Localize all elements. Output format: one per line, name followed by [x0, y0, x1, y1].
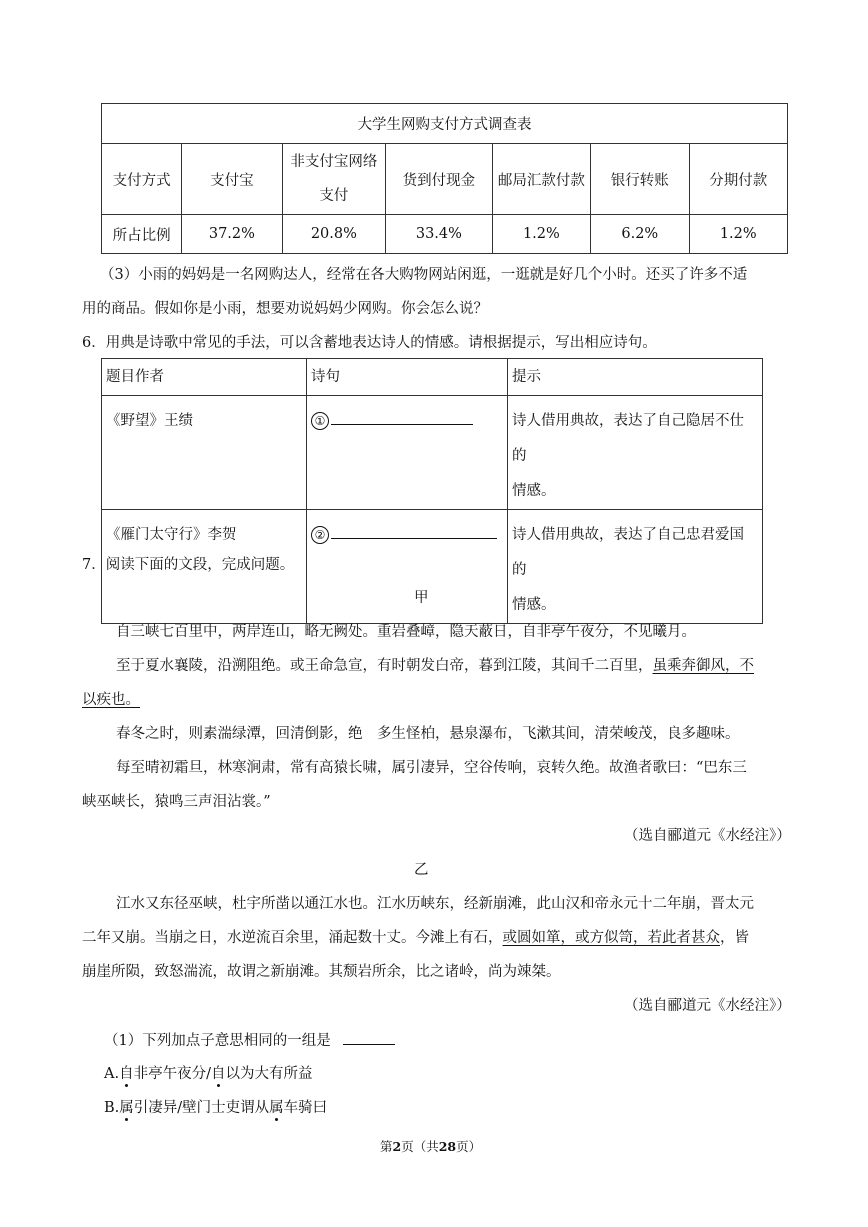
number-marker: ②	[311, 526, 329, 544]
col-header: 货到付现金	[386, 144, 493, 215]
row-label: 所占比例	[102, 215, 182, 254]
jia-p1: 自三峡七百里中，两岸连山，略无阙处。重岩叠嶂，隐天蔽日，自非亭午夜分，不见曦月。	[116, 624, 696, 640]
page-footer: 第2页（共28页）	[380, 1139, 482, 1154]
col-header: 支付宝	[182, 144, 282, 215]
poem-title: 《雁门太守行》李贺	[102, 510, 307, 624]
cell-value: 33.4%	[386, 215, 493, 254]
jia-p3: 春冬之时，则素湍绿潭，回清倒影，绝 多生怪柏，悬泉瀑布，飞漱其间，清荣峻茂，良多趣味。	[116, 726, 740, 742]
cell-value: 37.2%	[182, 215, 282, 254]
passage-jia-heading: 甲	[414, 590, 429, 606]
q5-3-line1: （3）小雨的妈妈是一名网购达人，经常在各大购物网站闲逛，一逛就是好几个小时。还买了许多不适	[100, 267, 748, 283]
col-header: 题目作者	[102, 359, 307, 396]
jia-p4-line1: 每至晴初霜旦，林寒涧肃，常有高猿长啸，属引凄异，空谷传响，哀转久绝。故渔者歌曰：“巴东三	[116, 760, 747, 776]
answer-blank-2[interactable]	[331, 526, 497, 539]
allusion-table	[101, 358, 763, 624]
dotted-char: 自	[119, 1066, 134, 1082]
cell-value: 20.8%	[282, 215, 386, 254]
dotted-char: 属	[269, 1100, 284, 1116]
cell-value: 1.2%	[492, 215, 590, 254]
jia-p2-line1: 至于夏水襄陵，沿溯阻绝。或王命急宣，有时朝发白帝，暮到江陵，其间千二百里，虽乘奔御风，不	[116, 658, 754, 674]
yi-line2: 二年又崩。当崩之日，水逆流百余里，涌起数十丈。今滩上有石，或圆如箪，或方似笥，若此者甚众，皆	[82, 930, 749, 946]
col-header: 非支付宝网络 支付	[282, 144, 386, 215]
survey-table	[101, 103, 788, 254]
underlined-text: 虽乘奔御风，不	[652, 658, 754, 674]
underlined-text: 以疾也。	[82, 692, 140, 708]
dotted-char: 属	[119, 1100, 134, 1116]
answer-cell	[307, 396, 508, 510]
option-a[interactable]: A.自非亭午夜分/自以为大有所益	[104, 1066, 313, 1082]
answer-blank-1[interactable]	[331, 412, 473, 425]
header-label: 支付方式	[102, 144, 182, 215]
survey-table-title: 大学生网购支付方式调查表	[102, 104, 788, 144]
poem-title: 《野望》王绩	[102, 396, 307, 510]
hint-cell: 诗人借用典故，表达了自己忠君爱国的 情感。	[508, 510, 763, 624]
passage-yi-heading: 乙	[414, 862, 429, 878]
yi-line1: 江水又东径巫峡，杜宇所凿以通江水也。江水历峡东，经新崩滩，此山汉和帝永元十二年崩，晋太元	[116, 896, 754, 912]
jia-p2-line2	[82, 688, 140, 709]
col-header: 银行转账	[591, 144, 689, 215]
dotted-char: 自	[210, 1066, 226, 1082]
col-header: 分期付款	[689, 144, 788, 215]
q7-intro: 7．阅读下面的文段，完成问题。	[82, 557, 295, 573]
q5-3-line2: 用的商品。假如你是小雨，想要劝说妈妈少网购。你会怎么说？	[82, 301, 488, 317]
option-b[interactable]: B.属引凄异/壁门士吏谓从属车骑曰	[104, 1100, 328, 1116]
jia-source: （选自郦道元《水经注》）	[624, 828, 791, 844]
col-header: 邮局汇款付款	[492, 144, 590, 215]
answer-cell	[307, 510, 508, 624]
col-header: 提示	[508, 359, 763, 396]
q6-intro: 6．用典是诗歌中常见的手法，可以含蓄地表达诗人的情感。请根据提示，写出相应诗句。	[82, 335, 657, 351]
underlined-text: 或圆如箪，或方似笥，若此者甚众	[502, 930, 720, 946]
number-marker: ①	[311, 412, 329, 430]
yi-source: （选自郦道元《水经注》）	[624, 998, 791, 1014]
col-header: 诗句	[307, 359, 508, 396]
cell-value: 1.2%	[689, 215, 788, 254]
jia-p4-line2: 峡巫峡长，猿鸣三声泪沾裳。”	[82, 794, 271, 810]
hint-cell: 诗人借用典故，表达了自己隐居不仕的 情感。	[508, 396, 763, 510]
q7-sub1-stem: （1）下列加点子意思相同的一组是	[104, 1029, 395, 1050]
answer-blank[interactable]	[343, 1032, 395, 1045]
yi-line3: 崩崖所陨，致怒湍流，故谓之新崩滩。其颓岩所余，比之诸岭，尚为竦桀。	[82, 964, 561, 980]
cell-value: 6.2%	[591, 215, 689, 254]
